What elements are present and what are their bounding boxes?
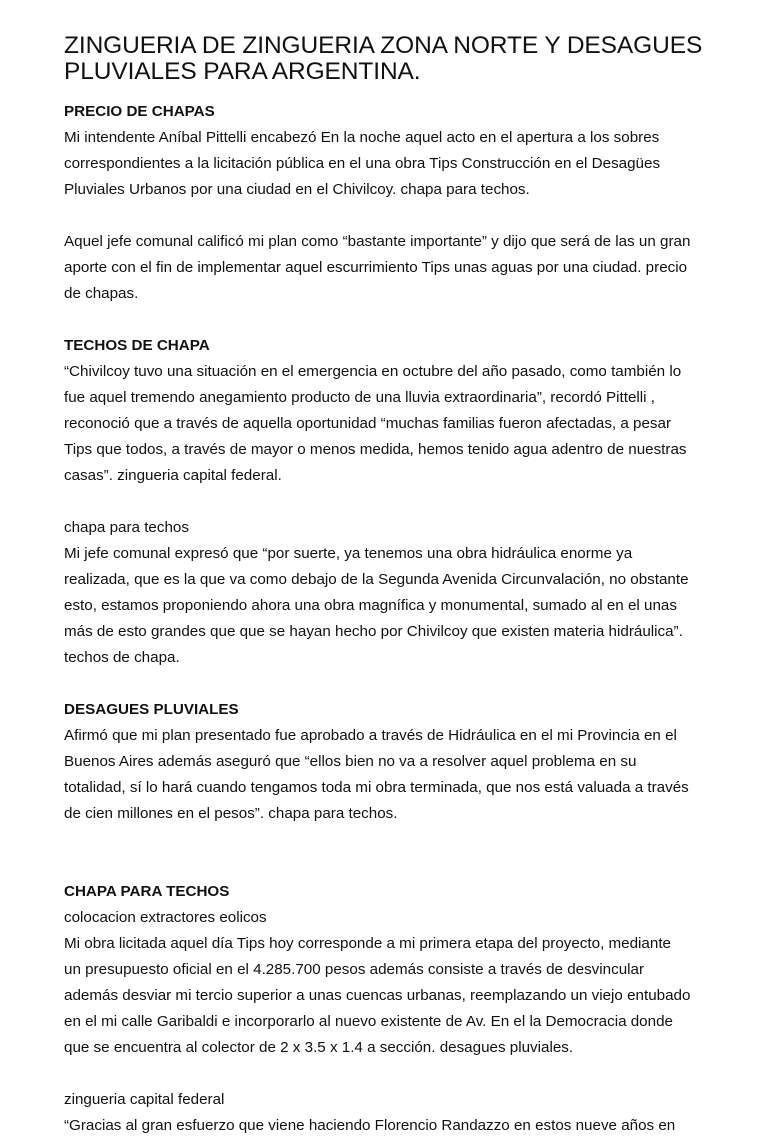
paragraph [64,359,716,489]
paragraph [64,515,716,671]
section-heading: CHAPA PARA TECHOS [64,883,230,900]
text-line: correspondientes a la licitación pública en el una obra Tips Construcción en el Desagües [64,155,661,172]
text-line: Mi intendente Aníbal Pittelli encabezó En la noche aquel acto en el apertura a los sobres [64,129,660,146]
text-line: zingueria capital federal [64,1091,225,1108]
text-line: “Gracias al gran esfuerzo que viene haciendo Florencio Randazzo en estos nueve años en [64,1117,676,1134]
text-line: techos de chapa. [64,649,180,666]
text-line: reconoció que a través de aquella oportunidad “muchas familias fueron afectadas, a pesar [64,415,672,432]
text-line: Pluviales Urbanos por una ciudad en el Chivilcoy. chapa para techos. [64,181,530,198]
paragraph [64,1087,716,1139]
text-line: colocacion extractores eolicos [64,909,267,926]
text-line: más de esto grandes que que se hayan hecho por Chivilcoy que existen materia hidráulica”. [64,623,683,640]
text-line: de chapas. [64,285,139,302]
paragraph [64,125,716,203]
text-line: un presupuesto oficial en el 4.285.700 pesos además consiste a través de desvincular [64,961,645,978]
text-line: aporte con el fin de implementar aquel escurrimiento Tips unas aguas por una ciudad. precio [64,259,688,276]
section-chapa-para-techos [64,879,716,1139]
text-line: chapa para techos [64,519,189,536]
title-line: ZINGUERIA DE ZINGUERIA ZONA NORTE Y DESAGUES [64,32,703,59]
document-title [64,33,716,85]
text-line: “Chivilcoy tuvo una situación en el emergencia en octubre del año pasado, como también lo [64,363,682,380]
section-techos-de-chapa [64,333,716,671]
text-line: casas”. zingueria capital federal. [64,467,282,484]
section-heading: PRECIO DE CHAPAS [64,103,215,120]
paragraph [64,905,716,1061]
text-line: Buenos Aires además aseguró que “ellos bien no va a resolver aquel problema en su [64,753,637,770]
text-line: totalidad, sí lo hará cuando tengamos toda mi obra terminada, que nos está valuada a través [64,779,689,796]
section-heading: DESAGUES PLUVIALES [64,701,239,718]
text-line: en el mi calle Garibaldi e incorporarlo al nuevo existente de Av. En el la Democracia donde [64,1013,673,1030]
text-line: esto, estamos proponiendo ahora una obra magnífica y monumental, sumado al en el unas [64,597,677,614]
text-line: Tips que todos, a través de mayor o menos medida, hemos tenido agua adentro de nuestras [64,441,687,458]
section-desagues-pluviales [64,697,716,827]
text-line: Mi jefe comunal expresó que “por suerte, ya tenemos una obra hidráulica enorme ya [64,545,633,562]
text-line: fue aquel tremendo anegamiento producto de una lluvia extraordinaria”, recordó Pittelli , [64,389,655,406]
paragraph [64,723,716,827]
document-page [64,33,716,1139]
text-line: de cien millones en el pesos”. chapa para techos. [64,805,398,822]
text-line: Aquel jefe comunal calificó mi plan como “bastante importante” y dijo que será de las un gran [64,233,691,250]
text-line: Afirmó que mi plan presentado fue aprobado a través de Hidráulica en el mi Provincia en el [64,727,677,744]
text-line: realizada, que es la que va como debajo de la Segunda Avenida Circunvalación, no obstante [64,571,689,588]
title-line: PLUVIALES PARA ARGENTINA. [64,58,421,85]
text-line: además desviar mi tercio superior a unas cuencas urbanas, reemplazando un viejo entubado [64,987,691,1004]
section-precio-de-chapas [64,99,716,307]
paragraph [64,229,716,307]
text-line: Mi obra licitada aquel día Tips hoy corresponde a mi primera etapa del proyecto, mediante [64,935,671,952]
section-heading: TECHOS DE CHAPA [64,337,210,354]
text-line: que se encuentra al colector de 2 x 3.5 x 1.4 a sección. desagues pluviales. [64,1039,574,1056]
